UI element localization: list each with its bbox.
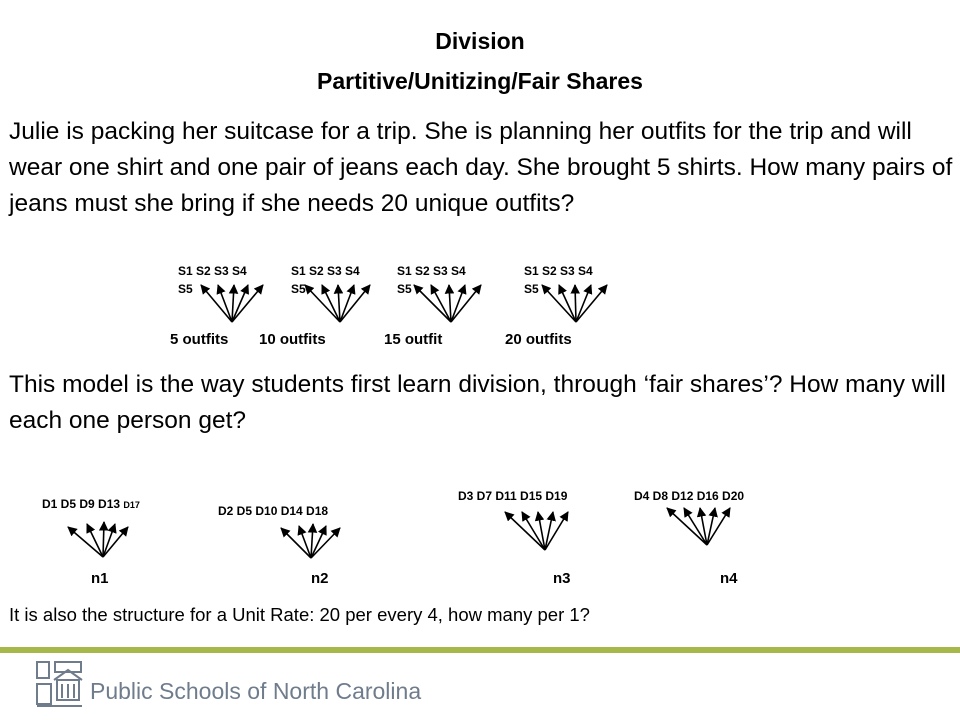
arrow [576,285,607,322]
shirt-group-1-label: 5 outfits [170,331,229,348]
unit-rate-text: It is also the structure for a Unit Rate: 20 per every 4, how many per 1? [9,604,590,625]
shirt-group-2-line2: S5 [291,282,306,296]
page-subtitle: Partitive/Unitizing/Fair Shares [317,68,643,94]
arrow [201,285,232,322]
divisor-group-2-label: n2 [311,570,329,587]
shirt-group-3-arrows [414,285,481,322]
arrow [322,285,340,322]
fair-shares-text: This model is the way students first learn division, through ‘fair shares’? How many will each one person get? [9,371,946,434]
divisor-group-2-items: D2 D5 D10 D14 D18 [218,504,329,518]
arrow [542,285,576,322]
shirt-group-1-line1: S1 S2 S3 S4 [178,264,247,278]
arrow [103,524,115,557]
arrow [103,522,104,557]
divisor-group-4-items: D4 D8 D12 D16 D20 [634,489,745,503]
arrow [576,285,591,322]
divisor-group-1-extra: D17 [123,500,140,510]
divisor-group-2-arrows [281,524,340,558]
divisor-group-3-items: D3 D7 D11 D15 D19 [458,489,568,503]
shirt-group-4-label: 20 outfits [505,331,572,348]
shirt-group-3-line1: S1 S2 S3 S4 [397,264,466,278]
shirt-group-3-label: 15 outfit [384,331,443,348]
shirt-group-4-arrows [542,285,607,322]
arrow [305,285,340,322]
shirt-group-2-line1: S1 S2 S3 S4 [291,264,360,278]
arrow [451,285,465,322]
page-title: Division [435,28,525,54]
divisor-group-1-main: D1 D5 D9 D13 [42,497,121,511]
arrow [68,527,103,557]
divisor-group-4-arrows [667,508,730,545]
arrow [340,285,354,322]
shirt-group-1-arrows [201,285,263,322]
divisor-group-3-arrows [505,512,568,550]
footer-logo-text: Public Schools of North Carolina [90,678,422,704]
arrow [299,526,311,558]
arrow [103,527,128,557]
divisor-group-1-label: n1 [91,570,109,587]
arrow [232,285,263,322]
problem-text: Julie is packing her suitcase for a trip. She is planning her outfits for the trip and will wear one shirt and one pair of jeans each day. She brought 5 shirts. How many pairs of jeans must she bring if she needs 20 unique outfits? [9,118,953,217]
shirt-group-1-line2: S5 [178,282,193,296]
arrow [414,285,451,322]
arrow [311,528,340,558]
divisor-group-1-arrows [68,522,128,557]
divisor-group-3-label: n3 [553,570,571,587]
arrow [340,285,370,322]
shirt-group-2-arrows [305,285,370,322]
arrow [449,285,451,322]
arrow [559,285,576,322]
shirt-group-4-line2: S5 [524,282,539,296]
arrow [218,285,232,322]
shirt-group-3-line2: S5 [397,282,412,296]
arrow [338,285,340,322]
arrow [87,524,103,557]
divisor-group-4-label: n4 [720,570,738,587]
arrow [451,285,481,322]
arrow [281,528,311,558]
shirt-group-4-line1: S1 S2 S3 S4 [524,264,593,278]
shirt-group-2-label: 10 outfits [259,331,326,348]
arrow [431,285,451,322]
dpi-building-logo-icon [34,658,86,710]
arrow [575,285,576,322]
footer-rule [0,647,960,653]
